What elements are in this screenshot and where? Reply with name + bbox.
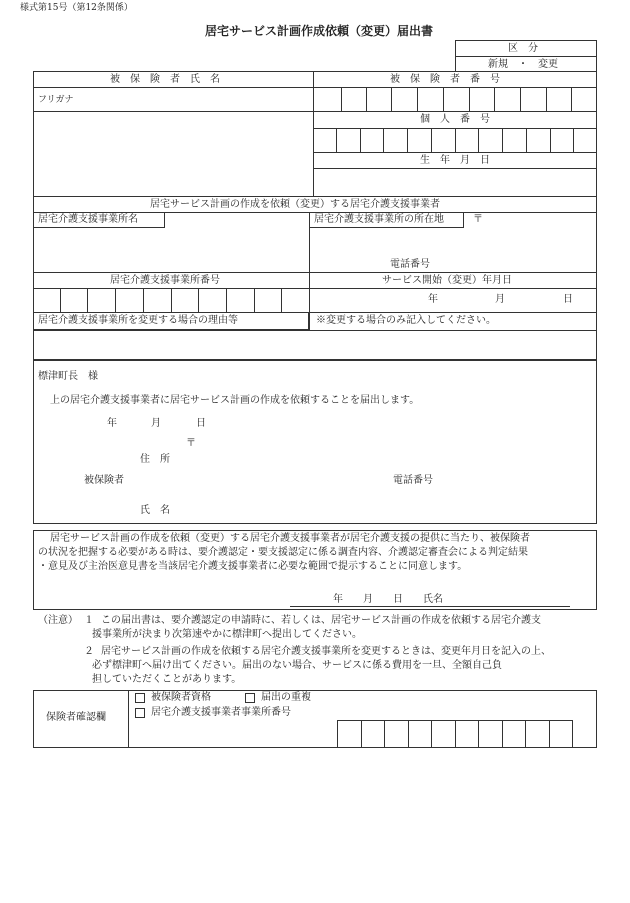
check2-label: 届出の重複 <box>261 692 311 703</box>
declaration-box <box>33 360 597 524</box>
consent-line-1: 居宅サービス計画の作成を依頼（変更）する居宅介護支援事業者が居宅介護支援の提供に当たり、被保険者 <box>50 533 530 544</box>
note-2-number: ２ <box>84 646 94 657</box>
addressee: 標津町長 様 <box>38 371 98 382</box>
category-options[interactable]: 新規 ・ 変更 <box>488 59 558 70</box>
consent-line-2: の状況を把握する必要がある時は、要介護認定・要支援認定に係る調査内容、介護認定審査会による判定結果 <box>38 547 528 558</box>
office-name-field[interactable] <box>33 228 309 272</box>
office-name-label: 居宅介護支援事業所名 <box>38 214 138 225</box>
office-address-label: 居宅介護支援事業所の所在地 <box>314 214 444 225</box>
start-day: 日 <box>563 294 573 305</box>
office-phone-label: 電話番号 <box>390 259 430 270</box>
decl-postal-mark: 〒 <box>186 438 196 449</box>
note-1-line-2: 援事業所が決まり次第速やかに標津町へ提出してください。 <box>92 629 362 640</box>
decl-address-label: 住 所 <box>140 454 170 465</box>
insurer-label: 保険者確認欄 <box>46 712 106 723</box>
note-2-line-3: 担していただくことがあります。 <box>92 674 242 685</box>
insured-number-header: 被 保 険 者 番 号 <box>390 74 500 85</box>
personal-number-cells[interactable] <box>313 128 597 152</box>
decl-insured-label: 被保険者 <box>84 475 124 486</box>
start-year: 年 <box>428 294 438 305</box>
checkbox-insured-eligibility[interactable] <box>135 693 145 703</box>
form-number: 様式第15号（第12条関係） <box>20 3 133 13</box>
change-note: ※変更する場合のみ記入してください。 <box>316 315 496 326</box>
birth-header: 生 年 月 日 <box>420 155 490 166</box>
office-postal-mark: 〒 <box>473 214 483 225</box>
office-number-cells[interactable] <box>33 288 309 312</box>
category-label: 区 分 <box>508 43 538 54</box>
decl-day: 日 <box>196 418 206 429</box>
insured-name-header: 被 保 険 者 氏 名 <box>110 74 220 85</box>
birth-date-field[interactable] <box>313 168 597 196</box>
decl-phone-label: 電話番号 <box>393 475 433 486</box>
service-start-label: サービス開始（変更）年月日 <box>382 275 512 286</box>
start-month: 月 <box>495 294 505 305</box>
note-1-line-1: この届出書は、要介護認定の申請時に、若しくは、居宅サービス計画の作成を依頼する居宅介護支 <box>101 615 541 626</box>
consent-signature-line[interactable] <box>290 606 570 607</box>
decl-month: 月 <box>151 418 161 429</box>
decl-year: 年 <box>107 418 117 429</box>
checkbox-duplicate-report[interactable] <box>245 693 255 703</box>
service-start-field[interactable] <box>309 288 597 312</box>
consent-sign-line: 年 月 日 氏名 <box>333 594 443 605</box>
insured-name-field[interactable] <box>33 111 313 196</box>
personal-number-header: 個 人 番 号 <box>420 114 490 125</box>
furigana-label: フリガナ <box>38 95 74 105</box>
notes-label: （注意） <box>38 615 78 626</box>
check1-label: 被保険者資格 <box>151 692 211 703</box>
note-1-number: １ <box>84 615 94 626</box>
decl-name-label: 氏 名 <box>140 505 170 516</box>
note-2-line-1: 居宅サービス計画の作成を依頼する居宅介護支援事業所を変更するときは、変更年月日を記入の上、 <box>101 646 551 657</box>
declaration-statement: 上の居宅介護支援事業者に居宅サービス計画の作成を依頼することを届出します。 <box>50 395 420 406</box>
insured-number-cells[interactable] <box>341 87 597 111</box>
page-title: 居宅サービス計画作成依頼（変更）届出書 <box>205 24 434 38</box>
checkbox-office-number[interactable] <box>135 708 145 718</box>
consent-line-3: ・意見及び主治医意見書を当該居宅介護支援事業者に必要な範囲で提示することに同意します。 <box>38 561 468 572</box>
provider-section-header: 居宅サービス計画の作成を依頼（変更）する居宅介護支援事業者 <box>150 199 440 210</box>
insurer-office-number-cells[interactable] <box>337 720 573 748</box>
check3-label: 居宅介護支援事業者事業所番号 <box>151 707 291 718</box>
change-reason-field[interactable] <box>33 330 597 360</box>
change-reason-label: 居宅介護支援事業所を変更する場合の理由等 <box>38 315 238 326</box>
note-2-line-2: 必ず標津町へ届け出てください。届出のない場合、サービスに係る費用を一旦、全額自己負 <box>92 660 502 671</box>
office-number-label: 居宅介護支援事業所番号 <box>110 275 220 286</box>
